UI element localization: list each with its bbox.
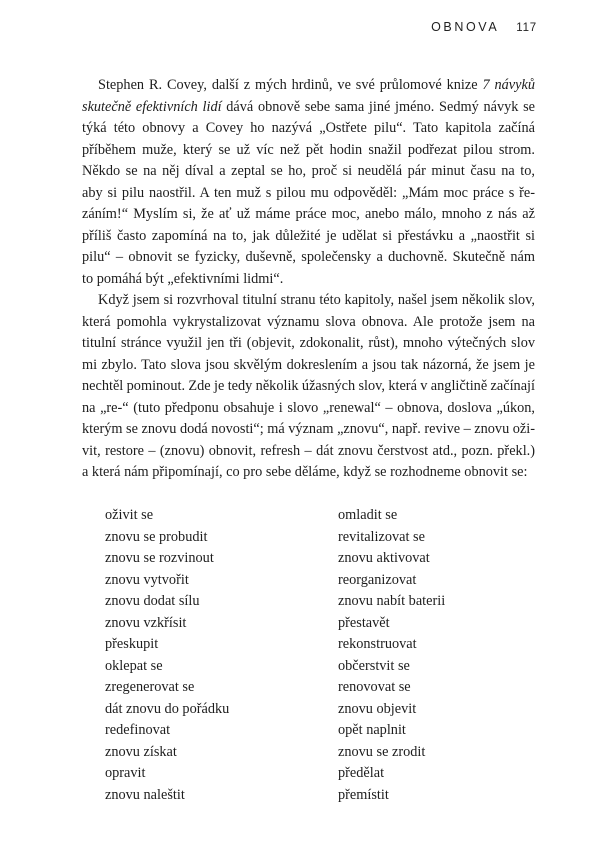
word-item: znovu aktivovat <box>338 550 430 566</box>
running-head-title: OBNOVA <box>431 20 500 34</box>
word-item: rekonstruovat <box>338 636 417 652</box>
word-item: oživit se <box>105 507 154 523</box>
word-item: revitalizovat se <box>338 528 425 545</box>
text-line: pilu“ – obnovit se fyzicky, duševně, společensky a duchovně. Skutečně nám <box>82 249 535 265</box>
word-item: občerstvit se <box>338 657 410 674</box>
word-item: redefinovat <box>105 722 171 738</box>
word-list-left-column <box>105 505 338 806</box>
word-list-right-column <box>338 505 535 806</box>
text-line: příběhem muže, který se už víc než pět hodin snažil podřezat pilou strom. <box>82 141 535 158</box>
text-line: Když jsem si rozvrhoval titulní stranu této kapitoly, našel jsem několik slov, <box>98 292 535 308</box>
word-item: přeskupit <box>105 636 159 652</box>
word-item: znovu dodat sílu <box>105 593 200 609</box>
word-item: přestavět <box>338 614 390 631</box>
word-item: znovu naleštit <box>105 786 185 803</box>
word-item: znovu se zrodit <box>338 743 426 760</box>
word-item: znovu nabít baterii <box>338 593 446 609</box>
text-line: Někdo se na něj díval a zeptal se ho, proč si neudělá pár minut času na to, <box>82 163 535 179</box>
text-line: nechtěl pominout. Zde je tedy několik úžasných slov, která v angličtině začínají <box>82 378 535 394</box>
word-item: znovu objevit <box>338 700 417 717</box>
word-item: znovu vytvořit <box>105 571 189 588</box>
word-list <box>82 505 535 806</box>
text-line: kterým se znovu dodá novosti“; má význam „znovu“, např. revive – znovu oži- <box>82 421 535 437</box>
word-item: opět naplnit <box>338 722 406 738</box>
word-item: renovovat se <box>338 679 411 695</box>
text-line: vit, restore – (znovu) obnovit, refresh – dát znovu čerstvost atd., pozn. překl.) <box>82 442 535 459</box>
page-number: 117 <box>516 22 537 34</box>
text-line: skutečně efektivních lidí dává obnově sebe sama jiné jméno. Sedmý návyk se <box>82 98 536 115</box>
text-line: mi zbylo. Tato slova jsou skvělým dokreslením a jsou tak názorná, že jsem je <box>82 356 535 373</box>
word-item: oklepat se <box>105 657 163 674</box>
text-line: na „re-“ (tuto předponu obsahuje i slovo „renewal“ – obnova, doslova „úkon, <box>82 399 535 416</box>
word-item: znovu se probudit <box>105 528 208 545</box>
text-line: záním!“ Myslím si, že ať už máme práce moc, anebo málo, mnoho z nás až <box>82 206 535 222</box>
text-line: a která nám připomínají, co pro sebe děláme, když se rozhodneme obnovit se: <box>82 464 528 480</box>
page-header <box>431 20 537 34</box>
word-item: znovu získat <box>105 743 177 760</box>
word-item: zregenerovat se <box>105 679 195 695</box>
word-item: omladit se <box>338 507 398 523</box>
page-body <box>82 75 535 806</box>
text-line: titulní stránce využil jen tři (objevit, zdokonalit, růst), mnoho výtečných slov <box>82 335 535 351</box>
text-line: aby si pilu naostřil. A ten muž s pilou mu odpověděl: „Mám moc práce s ře- <box>82 184 535 201</box>
word-item: reorganizovat <box>338 571 417 588</box>
text-line: týká této obnovy a Covey ho nazývá „Ostřete pilu“. Tato kapitola začíná <box>82 120 535 136</box>
word-item: znovu vzkřísit <box>105 614 187 631</box>
word-item: znovu se rozvinout <box>105 550 214 566</box>
paragraph <box>82 290 535 484</box>
text-line: která pomohla vykrystalizovat významu slova obnova. Ale protože jsem na <box>82 313 535 330</box>
text-line: to pomáhá být „efektivními lidmi“. <box>82 270 284 287</box>
text-line: příliš často zapomíná na to, jak důležité je udělat si přestávku a „naostřit si <box>82 227 535 244</box>
word-item: předělat <box>338 765 385 781</box>
word-item: opravit <box>105 765 146 781</box>
paragraph <box>82 75 535 290</box>
text-line: Stephen R. Covey, další z mých hrdinů, ve své průlomové knize 7 návyků <box>98 77 535 93</box>
word-item: přemístit <box>338 786 389 803</box>
word-item: dát znovu do pořádku <box>105 700 230 717</box>
